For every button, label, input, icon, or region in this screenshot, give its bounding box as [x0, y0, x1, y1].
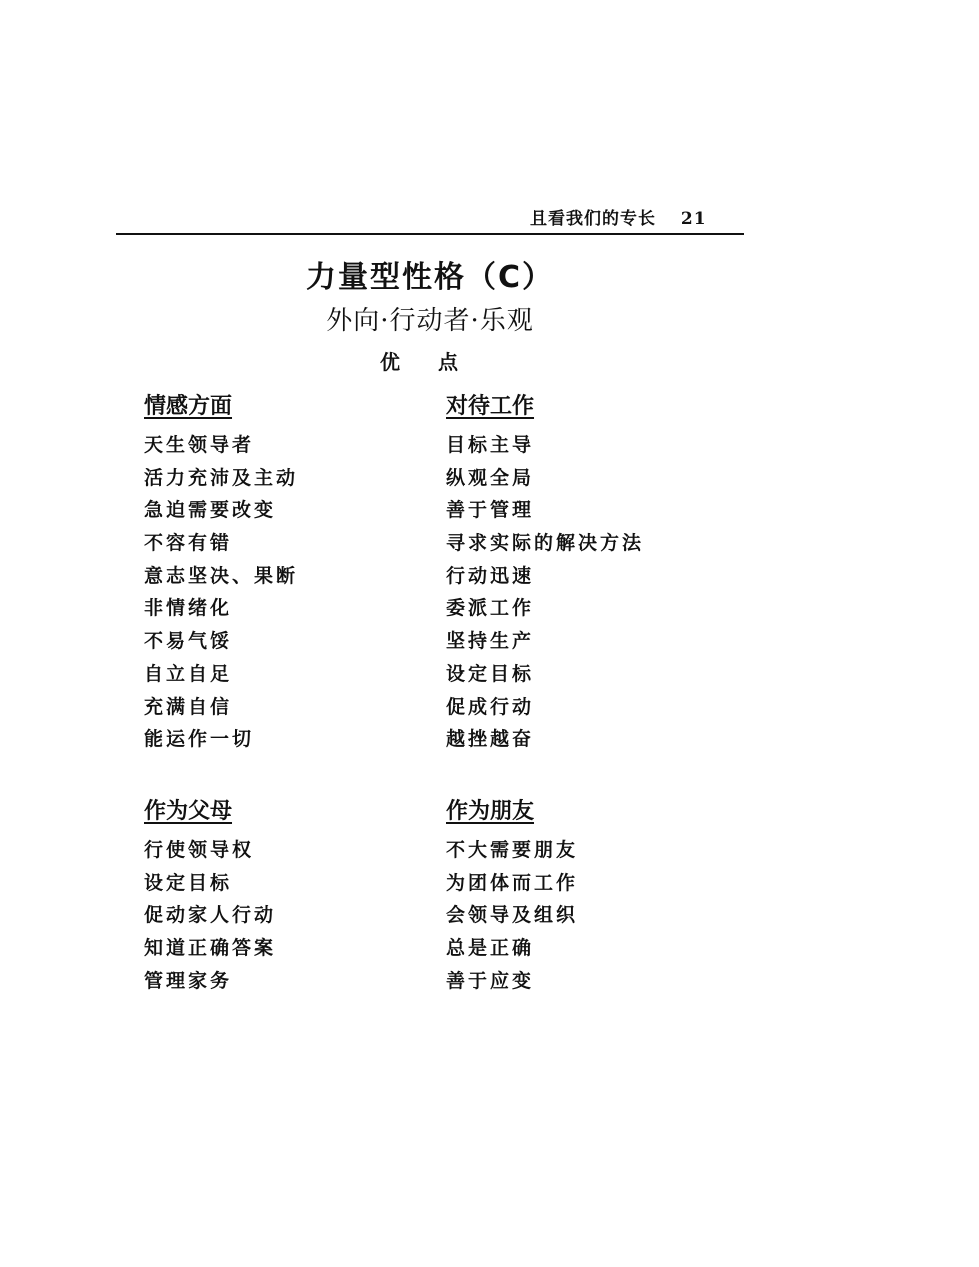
list-item: 善于应变 — [446, 969, 535, 992]
page-subtitle: 外向·行动者·乐观 — [326, 306, 534, 336]
list-item: 不容有错 — [144, 532, 233, 555]
list-item: 设定目标 — [144, 871, 233, 894]
list-item: 天生领导者 — [144, 434, 255, 456]
list-item: 不大需要朋友 — [446, 839, 579, 861]
list-item: 活力充沛及主动 — [144, 466, 299, 489]
running-title: 且看我们的专长 — [530, 209, 656, 229]
list-item: 知道正确答案 — [144, 937, 277, 960]
section-heading: 对待工作 — [446, 394, 535, 419]
section-title: 优点 — [380, 350, 496, 374]
section-emotions — [144, 392, 298, 759]
item-list — [144, 837, 276, 1000]
section-heading: 作为父母 — [144, 799, 233, 824]
header-rule — [116, 233, 744, 235]
section-heading: 作为朋友 — [446, 799, 535, 824]
section-as-friend — [446, 797, 578, 1000]
list-item: 设定目标 — [446, 662, 535, 685]
list-item: 充满自信 — [144, 695, 233, 718]
section-work — [446, 392, 644, 759]
list-item: 行动迅速 — [446, 564, 535, 587]
list-item: 不易气馁 — [144, 630, 233, 653]
list-item: 管理家务 — [144, 969, 233, 992]
section-heading: 情感方面 — [144, 394, 233, 419]
list-item: 坚持生产 — [446, 630, 535, 653]
list-item: 促成行动 — [446, 695, 535, 718]
list-item: 寻求实际的解决方法 — [446, 532, 645, 555]
list-item: 总是正确 — [446, 937, 535, 960]
item-list — [446, 837, 578, 1000]
list-item: 非情绪化 — [144, 597, 233, 620]
page-number: 21 — [680, 209, 707, 229]
list-item: 促动家人行动 — [144, 904, 277, 927]
list-item: 越挫越奋 — [446, 728, 535, 751]
list-item: 目标主导 — [446, 434, 535, 456]
list-item: 自立自足 — [144, 662, 233, 685]
list-item: 急迫需要改变 — [144, 499, 277, 522]
running-head — [530, 204, 707, 229]
page-title: 力量型性格（C） — [305, 260, 555, 295]
list-item: 为团体而工作 — [446, 871, 579, 894]
list-item: 意志坚决、果断 — [144, 564, 299, 587]
list-item: 会领导及组织 — [446, 904, 579, 927]
list-item: 纵观全局 — [446, 466, 535, 489]
list-item: 委派工作 — [446, 597, 535, 620]
list-item: 善于管理 — [446, 499, 535, 522]
item-list — [144, 432, 298, 759]
list-item: 行使领导权 — [144, 839, 255, 861]
section-as-parent — [144, 797, 276, 1000]
item-list — [446, 432, 644, 759]
list-item: 能运作一切 — [144, 728, 255, 751]
